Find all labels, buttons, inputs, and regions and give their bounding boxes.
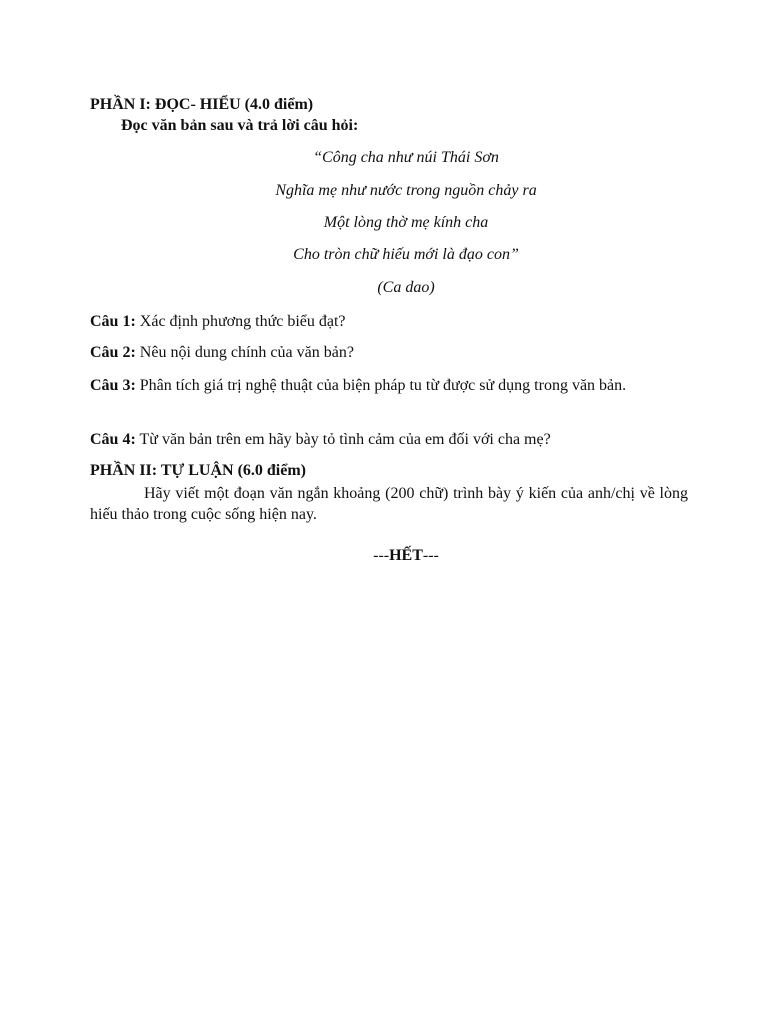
- end-mark: [90, 546, 722, 566]
- end-dashes-right: ---: [422, 547, 439, 564]
- question-3: [90, 375, 678, 396]
- question-2-text: Nêu nội dung chính của văn bản?: [135, 344, 354, 361]
- question-2: [90, 342, 678, 363]
- poem-line-4: Cho tròn chữ hiếu mới là đạo con”: [293, 246, 519, 263]
- question-1-label: Câu 1:: [90, 313, 136, 330]
- poem-line-3: Một lòng thờ mẹ kính cha: [323, 214, 489, 231]
- part2-heading: PHẦN II: TỰ LUẬN (6.0 điểm): [90, 462, 306, 479]
- part1-instruction: Đọc văn bản sau và trả lời câu hỏi:: [121, 117, 359, 134]
- part1-heading: PHẦN I: ĐỌC- HIỂU (4.0 điểm): [90, 96, 314, 113]
- question-4-label: Câu 4:: [90, 431, 136, 448]
- question-1: [90, 311, 678, 332]
- question-1-text: Xác định phương thức biểu đạt?: [135, 313, 346, 330]
- poem-line-1: “Công cha như núi Thái Sơn: [313, 149, 499, 166]
- poem-line-2: Nghĩa mẹ như nước trong nguồn chảy ra: [275, 182, 537, 199]
- poem-source: (Ca dao): [377, 279, 435, 296]
- question-4-text: Từ văn bản trên em hãy bày tỏ tình cảm của em đối với cha mẹ?: [135, 431, 551, 448]
- question-3-text: Phân tích giá trị nghệ thuật của biện pháp tu từ được sử dụng trong văn bản.: [135, 377, 627, 394]
- end-word: HẾT: [389, 547, 423, 564]
- question-2-label: Câu 2:: [90, 344, 136, 361]
- end-dashes-left: ---: [373, 547, 390, 564]
- question-4: [90, 429, 678, 450]
- question-3-label: Câu 3:: [90, 377, 136, 394]
- part2-prompt: Hãy viết một đoạn văn ngắn khoảng (200 chữ) trình bày ý kiến của anh/chị về lòng hiếu thảo trong cuộc sống hiện nay.: [90, 485, 688, 523]
